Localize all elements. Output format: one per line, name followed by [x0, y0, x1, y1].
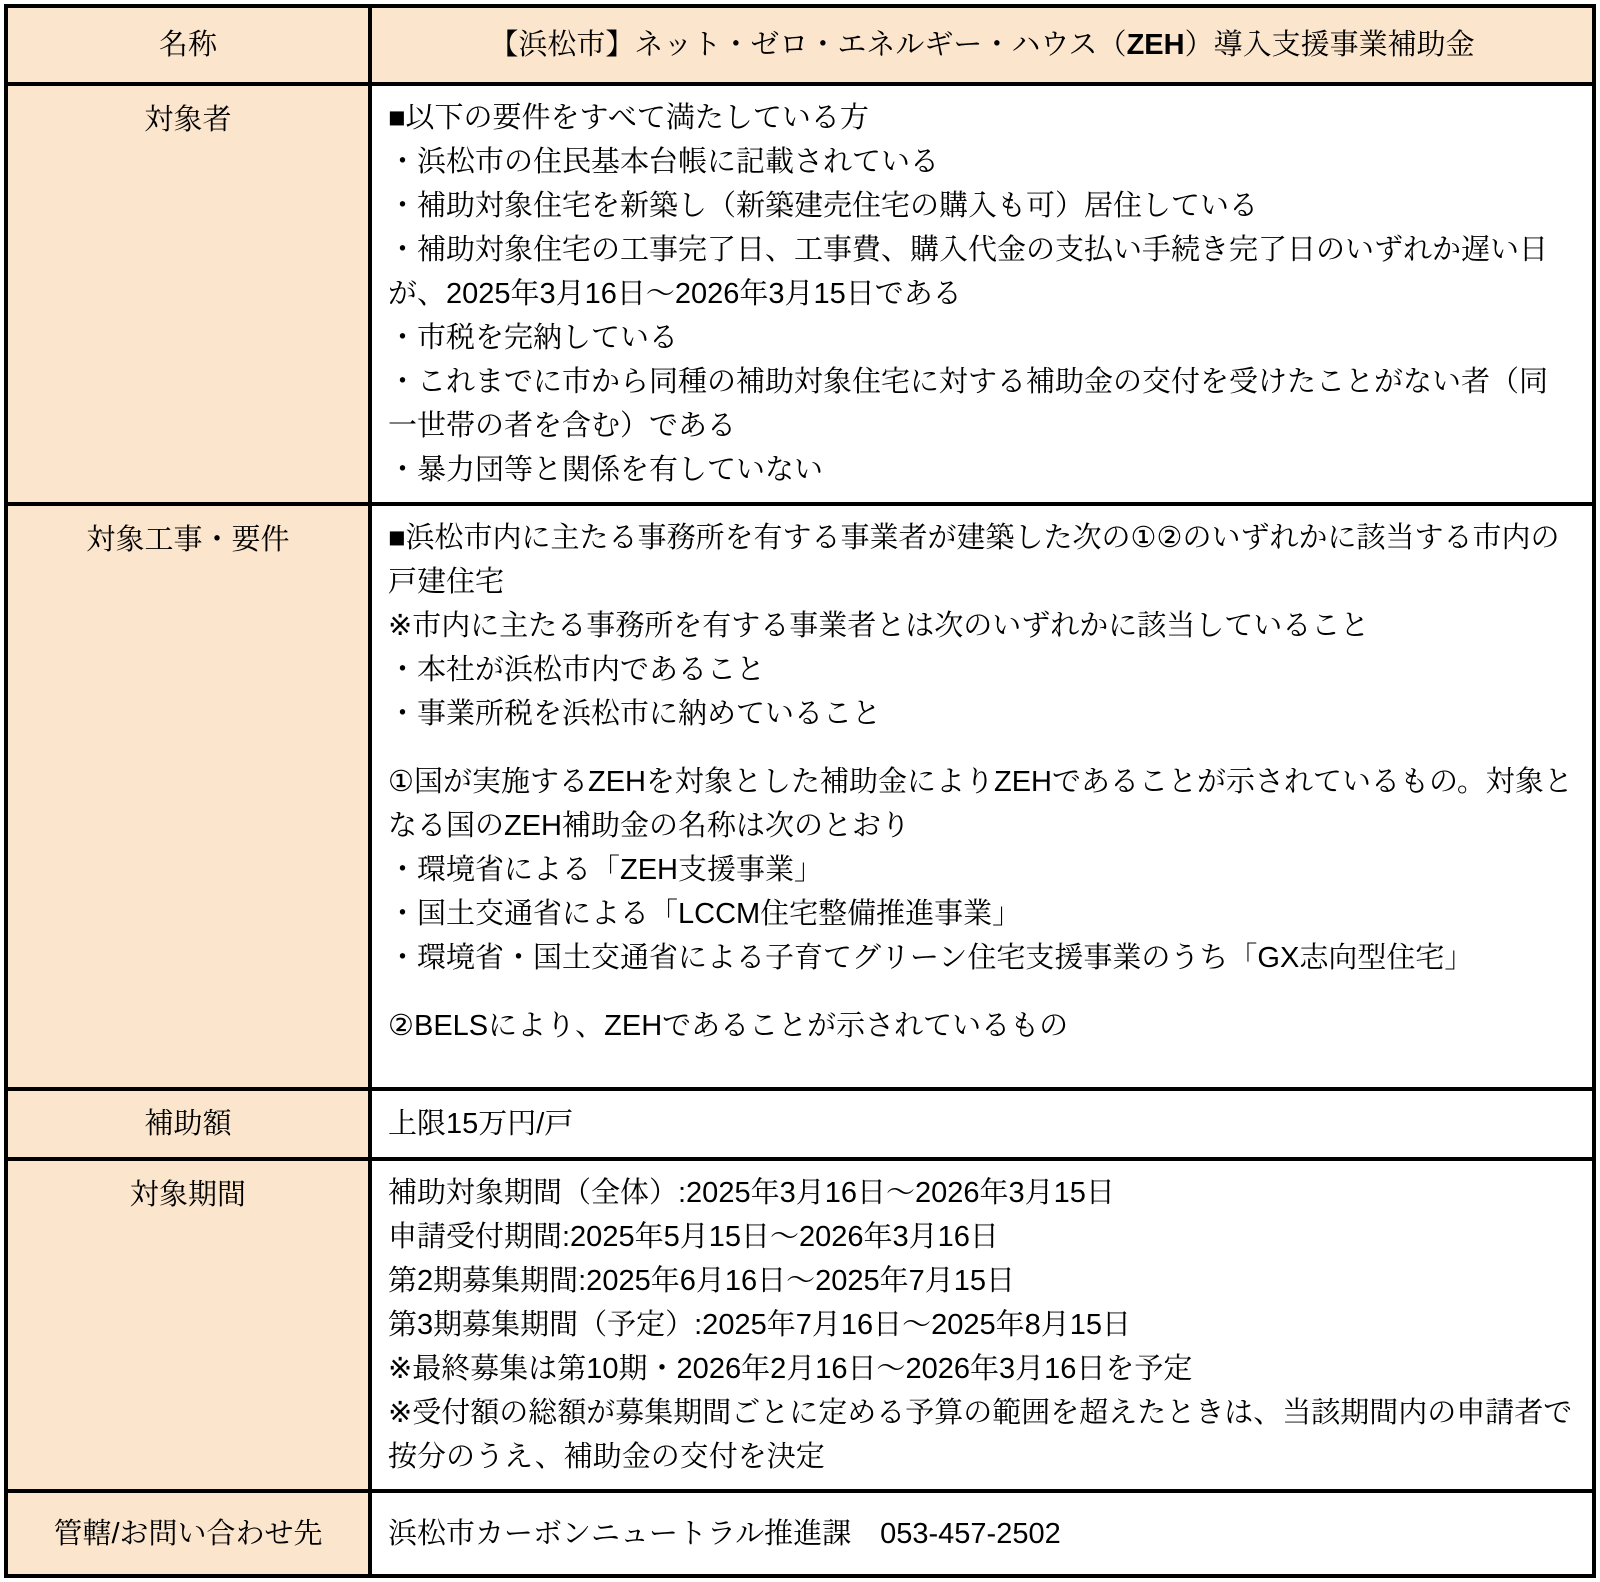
- paragraph: 第3期募集期間（予定）:2025年7月16日～2025年8月15日: [388, 1309, 1131, 1341]
- subsidy-info-table: [4, 4, 1596, 1578]
- row-eligible-works: [6, 504, 1594, 1089]
- paragraph: ※受付額の総額が募集期間ごとに定める予算の範囲を超えたときは、当該期間内の申請者で按分のうえ、補助金の交付を決定: [388, 1397, 1573, 1473]
- paragraph: ・本社が浜松市内であること: [388, 654, 766, 686]
- paragraph: 申請受付期間:2025年5月15日～2026年3月16日: [388, 1221, 999, 1253]
- label-eligible-works: 対象工事・要件: [6, 504, 370, 1089]
- paragraph: ②BELSにより、ZEHであることが示されているもの: [388, 1010, 1069, 1042]
- paragraph: ・環境省・国土交通省による子育てグリーン住宅支援事業のうち「GX志向型住宅」: [388, 942, 1474, 974]
- row-eligible-persons: [6, 84, 1594, 504]
- paragraph: ・市税を完納している: [388, 322, 679, 354]
- program-title-suffix: ）導入支援事業補助金: [1184, 29, 1475, 61]
- paragraph: ・補助対象住宅を新築し（新築建売住宅の購入も可）居住している: [388, 190, 1259, 222]
- paragraph: ・これまでに市から同種の補助対象住宅に対する補助金の交付を受けたことがない者（同一世帯の者を含む）である: [388, 366, 1549, 442]
- paragraph: ・環境省による「ZEH支援事業」: [388, 854, 824, 886]
- blank-line: [388, 736, 1576, 760]
- row-contact: [6, 1491, 1594, 1576]
- program-title-prefix: 【浜松市】ネット・ゼロ・エネルギー・ハウス（: [489, 29, 1127, 61]
- paragraph: ■以下の要件をすべて満たしている方: [388, 102, 869, 134]
- contact-cell: [370, 1491, 1594, 1576]
- paragraph: ①国が実施するZEHを対象とした補助金によりZEHであることが示されているもの。対象となる国のZEH補助金の名称は次のとおり: [388, 766, 1573, 842]
- paragraph: ■浜松市内に主たる事務所を有する事業者が建築した次の①②のいずれかに該当する市内の戸建住宅: [388, 522, 1560, 598]
- blank-line: [388, 980, 1576, 1004]
- paragraph: ※最終募集は第10期・2026年2月16日～2026年3月16日を予定: [388, 1353, 1193, 1385]
- paragraph: ・浜松市の住民基本台帳に記載されている: [388, 146, 940, 178]
- paragraph: ・事業所税を浜松市に納めていること: [388, 698, 882, 730]
- paragraph: 補助対象期間（全体）:2025年3月16日～2026年3月15日: [388, 1177, 1115, 1209]
- target-period-cell: [370, 1159, 1594, 1491]
- row-target-period: [6, 1159, 1594, 1491]
- subsidy-amount-cell: [370, 1089, 1594, 1159]
- paragraph: 上限15万円/戸: [388, 1108, 574, 1140]
- label-contact: 管轄/お問い合わせ先: [6, 1491, 370, 1576]
- paragraph: ・国土交通省による「LCCM住宅整備推進事業」: [388, 898, 1022, 930]
- label-subsidy-amount: 補助額: [6, 1089, 370, 1159]
- program-title-cell: [370, 6, 1594, 84]
- paragraph: ・暴力団等と関係を有していない: [388, 454, 824, 486]
- paragraph: ※市内に主たる事務所を有する事業者とは次のいずれかに該当していること: [388, 610, 1370, 642]
- row-subsidy-amount: [6, 1089, 1594, 1159]
- paragraph: 第2期募集期間:2025年6月16日～2025年7月15日: [388, 1265, 1015, 1297]
- label-target-period: 対象期間: [6, 1159, 370, 1491]
- label-name: 名称: [6, 6, 370, 84]
- eligible-persons-cell: [370, 84, 1594, 504]
- row-name: [6, 6, 1594, 84]
- program-title-zeh: ZEH: [1126, 29, 1185, 61]
- contact-text: 浜松市カーボンニュートラル推進課 053-457-2502: [388, 1517, 1061, 1550]
- eligible-works-cell: [370, 504, 1594, 1089]
- label-eligible-persons: 対象者: [6, 84, 370, 504]
- paragraph: ・補助対象住宅の工事完了日、工事費、購入代金の支払い手続き完了日のいずれか遅い日が、2025年3月16日～2026年3月15日である: [388, 234, 1549, 310]
